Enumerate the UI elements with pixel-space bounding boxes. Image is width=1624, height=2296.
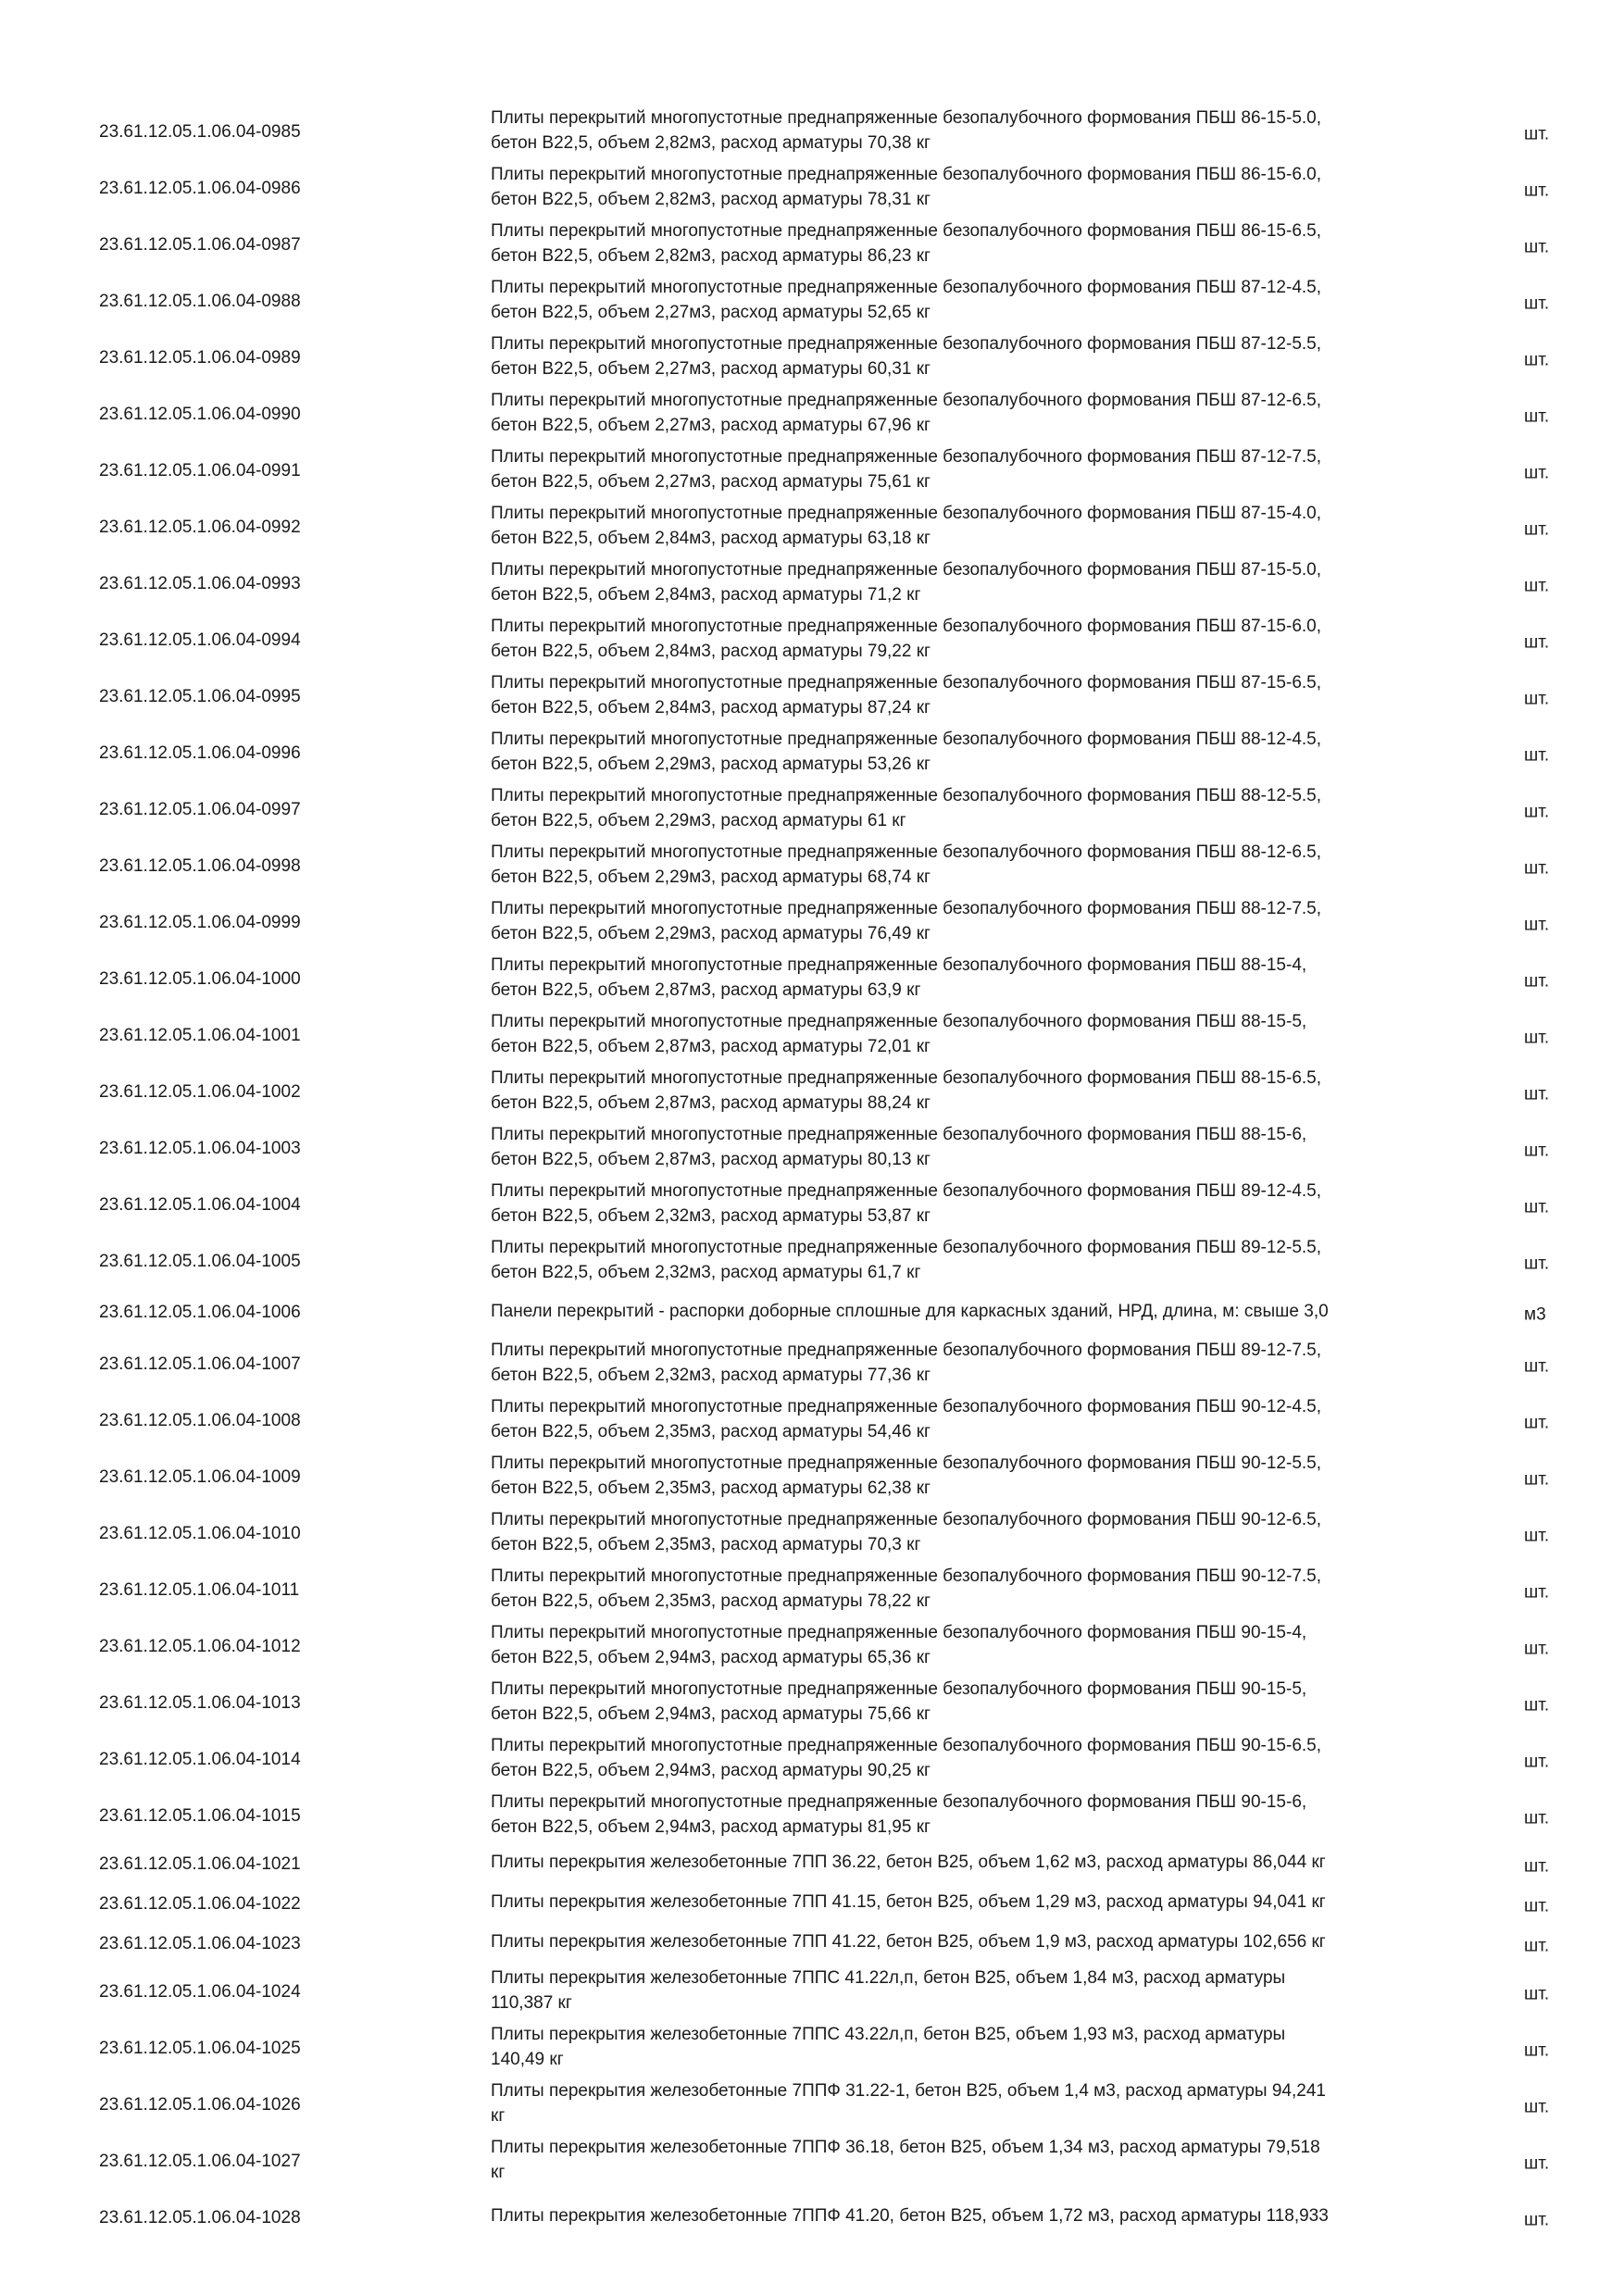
item-unit: шт. (1524, 971, 1550, 992)
item-unit: шт. (1524, 1856, 1550, 1877)
item-unit: шт. (1524, 181, 1550, 201)
item-description: Плиты перекрытий многопустотные преднапряженные безопалубочного формования ПБШ 90-12-5.5, бетон В22,5, объем 2,35м3, расход арматуры 62,38 кг (491, 1453, 1322, 1498)
item-code: 23.61.12.05.1.06.04-0985 (99, 121, 301, 142)
item-code: 23.61.12.05.1.06.04-1009 (99, 1466, 301, 1487)
item-unit: шт. (1524, 1936, 1550, 1956)
item-code: 23.61.12.05.1.06.04-1022 (99, 1893, 301, 1914)
table-row (0, 1505, 1624, 1562)
item-code: 23.61.12.05.1.06.04-0988 (99, 291, 301, 311)
item-unit: шт. (1524, 1896, 1550, 1916)
table-row (0, 1562, 1624, 1618)
table-row (0, 2077, 1624, 2133)
item-code: 23.61.12.05.1.06.04-1023 (99, 1933, 301, 1953)
item-unit: шт. (1524, 858, 1550, 879)
item-code: 23.61.12.05.1.06.04-0987 (99, 234, 301, 255)
item-code: 23.61.12.05.1.06.04-1028 (99, 2207, 301, 2227)
item-description: Плиты перекрытий многопустотные преднапряженные безопалубочного формования ПБШ 90-12-4.5, бетон В22,5, объем 2,35м3, расход арматуры 54,46 кг (491, 1396, 1322, 1441)
item-unit: шт. (1524, 1984, 1550, 2004)
item-unit: шт. (1524, 1639, 1550, 1659)
item-code: 23.61.12.05.1.06.04-0999 (99, 912, 301, 932)
item-unit: шт. (1524, 745, 1550, 766)
item-unit: шт. (1524, 1254, 1550, 1274)
table-row (0, 1064, 1624, 1120)
table-row (0, 1392, 1624, 1449)
item-description: Плиты перекрытия железобетонные 7ППС 41.22л,п, бетон В25, объем 1,84 м3, расход арматуры 110,387 кг (491, 1967, 1286, 2013)
item-unit: шт. (1524, 915, 1550, 935)
item-unit: шт. (1524, 350, 1550, 370)
item-unit: шт. (1524, 1526, 1550, 1546)
item-description: Плиты перекрытий многопустотные преднапряженные безопалубочного формования ПБШ 88-15-6.5, бетон В22,5, объем 2,87м3, расход арматуры 88,24 кг (491, 1067, 1322, 1113)
item-code: 23.61.12.05.1.06.04-0995 (99, 686, 301, 706)
item-description: Плиты перекрытий многопустотные преднапряженные безопалубочного формования ПБШ 87-12-5.5, бетон В22,5, объем 2,27м3, расход арматуры 60,31 кг (491, 333, 1322, 379)
item-description: Плиты перекрытий многопустотные преднапряженные безопалубочного формования ПБШ 90-12-7.5, бетон В22,5, объем 2,35м3, расход арматуры 78,22 кг (491, 1566, 1322, 1611)
item-description: Плиты перекрытия железобетонные 7ПП 36.22, бетон В25, объем 1,62 м3, расход арматуры 86,044 кг (491, 1853, 1326, 1872)
table-row (0, 1675, 1624, 1731)
item-code: 23.61.12.05.1.06.04-1006 (99, 1303, 301, 1322)
item-description: Плиты перекрытий многопустотные преднапряженные безопалубочного формования ПБШ 86-15-5.0, бетон В22,5, объем 2,82м3, расход арматуры 70,38 кг (491, 107, 1322, 153)
item-unit: шт. (1524, 2040, 1550, 2061)
item-unit: шт. (1524, 576, 1550, 596)
item-description: Плиты перекрытий многопустотные преднапряженные безопалубочного формования ПБШ 86-15-6.0, бетон В22,5, объем 2,82м3, расход арматуры 78,31 кг (491, 164, 1322, 209)
table-row (0, 217, 1624, 273)
item-description: Плиты перекрытия железобетонные 7ПП 41.15, бетон В25, объем 1,29 м3, расход арматуры 94,041 кг (491, 1892, 1326, 1912)
item-description: Плиты перекрытий многопустотные преднапряженные безопалубочного формования ПБШ 88-12-5.5, бетон В22,5, объем 2,29м3, расход арматуры 61 кг (491, 785, 1322, 830)
item-description: Плиты перекрытий многопустотные преднапряженные безопалубочного формования ПБШ 88-12-4.5, бетон В22,5, объем 2,29м3, расход арматуры 53,26 кг (491, 729, 1322, 774)
item-code: 23.61.12.05.1.06.04-1021 (99, 1853, 301, 1874)
item-unit: шт. (1524, 1413, 1550, 1433)
table-row (0, 1844, 1624, 1884)
item-description: Плиты перекрытия железобетонные 7ППФ 36.18, бетон В25, объем 1,34 м3, расход арматуры 79,518 кг (491, 2137, 1320, 2182)
table-row (0, 1120, 1624, 1177)
table-row (0, 725, 1624, 781)
item-code: 23.61.12.05.1.06.04-1025 (99, 2038, 301, 2058)
item-unit: шт. (1524, 1356, 1550, 1377)
item-code: 23.61.12.05.1.06.04-1003 (99, 1138, 301, 1158)
table-row (0, 555, 1624, 612)
item-code: 23.61.12.05.1.06.04-1008 (99, 1410, 301, 1430)
item-unit: шт. (1524, 1028, 1550, 1048)
item-code: 23.61.12.05.1.06.04-1026 (99, 2094, 301, 2115)
table-row (0, 2133, 1624, 2190)
item-code: 23.61.12.05.1.06.04-0997 (99, 799, 301, 819)
item-description: Плиты перекрытий многопустотные преднапряженные безопалубочного формования ПБШ 88-15-6, бетон В22,5, объем 2,87м3, расход арматуры 80,13 кг (491, 1124, 1307, 1169)
table-row (0, 1924, 1624, 1964)
table-row (0, 160, 1624, 217)
table-row (0, 894, 1624, 951)
table-row (0, 1336, 1624, 1392)
table-row (0, 1788, 1624, 1844)
table-row (0, 386, 1624, 443)
item-description: Плиты перекрытий многопустотные преднапряженные безопалубочного формования ПБШ 86-15-6.5, бетон В22,5, объем 2,82м3, расход арматуры 86,23 кг (491, 220, 1322, 266)
table-row (0, 668, 1624, 725)
item-unit: шт. (1524, 1469, 1550, 1490)
item-code: 23.61.12.05.1.06.04-1002 (99, 1081, 301, 1102)
table-row (0, 1731, 1624, 1788)
item-description: Плиты перекрытий многопустотные преднапряженные безопалубочного формования ПБШ 87-12-6.5, бетон В22,5, объем 2,27м3, расход арматуры 67,96 кг (491, 390, 1322, 435)
item-unit: м3 (1524, 1304, 1546, 1325)
table-row (0, 499, 1624, 555)
table-row (0, 1884, 1624, 1924)
item-unit: шт. (1524, 1197, 1550, 1217)
item-code: 23.61.12.05.1.06.04-1027 (99, 2151, 301, 2171)
table-row (0, 1964, 1624, 2020)
item-unit: шт. (1524, 689, 1550, 709)
item-description: Плиты перекрытий многопустотные преднапряженные безопалубочного формования ПБШ 88-12-7.5, бетон В22,5, объем 2,29м3, расход арматуры 76,49 кг (491, 898, 1322, 943)
item-unit: шт. (1524, 802, 1550, 822)
table-row (0, 1618, 1624, 1675)
item-unit: шт. (1524, 1582, 1550, 1603)
item-code: 23.61.12.05.1.06.04-1024 (99, 1981, 301, 2002)
item-unit: шт. (1524, 463, 1550, 483)
item-description: Плиты перекрытий многопустотные преднапряженные безопалубочного формования ПБШ 87-15-6.5, бетон В22,5, объем 2,84м3, расход арматуры 87,24 кг (491, 672, 1322, 718)
item-description: Плиты перекрытий многопустотные преднапряженные безопалубочного формования ПБШ 90-12-6.5, бетон В22,5, объем 2,35м3, расход арматуры 70,3 кг (491, 1509, 1322, 1554)
table-row (0, 1007, 1624, 1064)
item-description: Плиты перекрытия железобетонные 7ППФ 41.20, бетон В25, объем 1,72 м3, расход арматуры 118,933 (491, 2206, 1329, 2226)
item-unit: шт. (1524, 519, 1550, 540)
table-row (0, 1449, 1624, 1505)
table-row (0, 330, 1624, 386)
item-unit: шт. (1524, 1752, 1550, 1772)
item-description: Плиты перекрытий многопустотные преднапряженные безопалубочного формования ПБШ 90-15-5, бетон В22,5, объем 2,94м3, расход арматуры 75,66 кг (491, 1678, 1307, 1724)
item-description: Плиты перекрытий многопустотные преднапряженные безопалубочного формования ПБШ 90-15-6, бетон В22,5, объем 2,94м3, расход арматуры 81,95 кг (491, 1791, 1307, 1837)
item-unit: шт. (1524, 124, 1550, 144)
item-code: 23.61.12.05.1.06.04-1012 (99, 1636, 301, 1656)
item-code: 23.61.12.05.1.06.04-1013 (99, 1692, 301, 1713)
item-code: 23.61.12.05.1.06.04-0996 (99, 742, 301, 763)
table-row (0, 2020, 1624, 2077)
item-code: 23.61.12.05.1.06.04-0991 (99, 460, 301, 480)
item-code: 23.61.12.05.1.06.04-1010 (99, 1523, 301, 1543)
price-list-table (0, 104, 1624, 2246)
item-code: 23.61.12.05.1.06.04-1001 (99, 1025, 301, 1045)
table-row (0, 951, 1624, 1007)
item-description: Плиты перекрытий многопустотные преднапряженные безопалубочного формования ПБШ 88-12-6.5, бетон В22,5, объем 2,29м3, расход арматуры 68,74 кг (491, 842, 1322, 887)
item-description: Плиты перекрытий многопустотные преднапряженные безопалубочного формования ПБШ 89-12-7.5, бетон В22,5, объем 2,32м3, расход арматуры 77,36 кг (491, 1340, 1322, 1385)
item-unit: шт. (1524, 632, 1550, 653)
item-description: Плиты перекрытия железобетонные 7ПП 41.22, бетон В25, объем 1,9 м3, расход арматуры 102,656 кг (491, 1932, 1326, 1952)
item-code: 23.61.12.05.1.06.04-0989 (99, 347, 301, 368)
item-unit: шт. (1524, 1808, 1550, 1828)
item-description: Плиты перекрытия железобетонные 7ППС 43.22л,п, бетон В25, объем 1,93 м3, расход арматуры 140,49 кг (491, 2024, 1286, 2069)
table-row (0, 104, 1624, 160)
item-unit: шт. (1524, 293, 1550, 314)
item-unit: шт. (1524, 2097, 1550, 2117)
item-description: Панели перекрытий - распорки доборные сплошные для каркасных зданий, НРД, длина, м: свыше 3,0 (491, 1301, 1329, 1321)
table-row (0, 273, 1624, 330)
item-description: Плиты перекрытий многопустотные преднапряженные безопалубочного формования ПБШ 89-12-5.5, бетон В22,5, объем 2,32м3, расход арматуры 61,7 кг (491, 1237, 1322, 1282)
item-unit: шт. (1524, 237, 1550, 257)
item-code: 23.61.12.05.1.06.04-1014 (99, 1749, 301, 1769)
item-description: Плиты перекрытий многопустотные преднапряженные безопалубочного формования ПБШ 87-15-6.0, бетон В22,5, объем 2,84м3, расход арматуры 79,22 кг (491, 616, 1322, 661)
table-row (0, 781, 1624, 838)
item-description: Плиты перекрытий многопустотные преднапряженные безопалубочного формования ПБШ 90-15-6.5, бетон В22,5, объем 2,94м3, расход арматуры 90,25 кг (491, 1735, 1322, 1780)
item-code: 23.61.12.05.1.06.04-1005 (99, 1251, 301, 1271)
item-description: Плиты перекрытий многопустотные преднапряженные безопалубочного формования ПБШ 88-15-4, бетон В22,5, объем 2,87м3, расход арматуры 63,9 кг (491, 955, 1307, 1000)
item-code: 23.61.12.05.1.06.04-0990 (99, 404, 301, 424)
item-code: 23.61.12.05.1.06.04-0998 (99, 855, 301, 876)
item-code: 23.61.12.05.1.06.04-0993 (99, 573, 301, 593)
item-description: Плиты перекрытий многопустотные преднапряженные безопалубочного формования ПБШ 90-15-4, бетон В22,5, объем 2,94м3, расход арматуры 65,36 кг (491, 1622, 1307, 1667)
item-unit: шт. (1524, 2153, 1550, 2174)
item-description: Плиты перекрытий многопустотные преднапряженные безопалубочного формования ПБШ 87-15-4.0, бетон В22,5, объем 2,84м3, расход арматуры 63,18 кг (491, 503, 1322, 548)
item-code: 23.61.12.05.1.06.04-1011 (99, 1579, 300, 1600)
item-description: Плиты перекрытия железобетонные 7ППФ 31.22-1, бетон В25, объем 1,4 м3, расход арматуры 94,241 кг (491, 2080, 1326, 2126)
item-code: 23.61.12.05.1.06.04-1000 (99, 968, 301, 989)
item-code: 23.61.12.05.1.06.04-0994 (99, 630, 301, 650)
table-row (0, 1233, 1624, 1290)
item-code: 23.61.12.05.1.06.04-0992 (99, 517, 301, 537)
item-unit: шт. (1524, 2210, 1550, 2230)
item-unit: шт. (1524, 1695, 1550, 1716)
table-row (0, 612, 1624, 668)
table-row (0, 1177, 1624, 1233)
item-unit: шт. (1524, 1084, 1550, 1104)
item-unit: шт. (1524, 406, 1550, 427)
item-description: Плиты перекрытий многопустотные преднапряженные безопалубочного формования ПБШ 87-15-5.0, бетон В22,5, объем 2,84м3, расход арматуры 71,2 кг (491, 559, 1322, 605)
table-row (0, 1290, 1624, 1336)
table-row (0, 838, 1624, 894)
item-code: 23.61.12.05.1.06.04-1007 (99, 1354, 301, 1374)
item-unit: шт. (1524, 1141, 1550, 1161)
item-code: 23.61.12.05.1.06.04-1004 (99, 1194, 301, 1215)
item-description: Плиты перекрытий многопустотные преднапряженные безопалубочного формования ПБШ 87-12-4.5, бетон В22,5, объем 2,27м3, расход арматуры 52,65 кг (491, 277, 1322, 322)
table-row (0, 2190, 1624, 2246)
item-code: 23.61.12.05.1.06.04-0986 (99, 178, 301, 198)
table-row (0, 443, 1624, 499)
item-description: Плиты перекрытий многопустотные преднапряженные безопалубочного формования ПБШ 89-12-4.5, бетон В22,5, объем 2,32м3, расход арматуры 53,87 кг (491, 1180, 1322, 1226)
item-code: 23.61.12.05.1.06.04-1015 (99, 1805, 301, 1826)
item-description: Плиты перекрытий многопустотные преднапряженные безопалубочного формования ПБШ 88-15-5, бетон В22,5, объем 2,87м3, расход арматуры 72,01 кг (491, 1011, 1307, 1056)
item-description: Плиты перекрытий многопустотные преднапряженные безопалубочного формования ПБШ 87-12-7.5, бетон В22,5, объем 2,27м3, расход арматуры 75,61 кг (491, 446, 1322, 492)
